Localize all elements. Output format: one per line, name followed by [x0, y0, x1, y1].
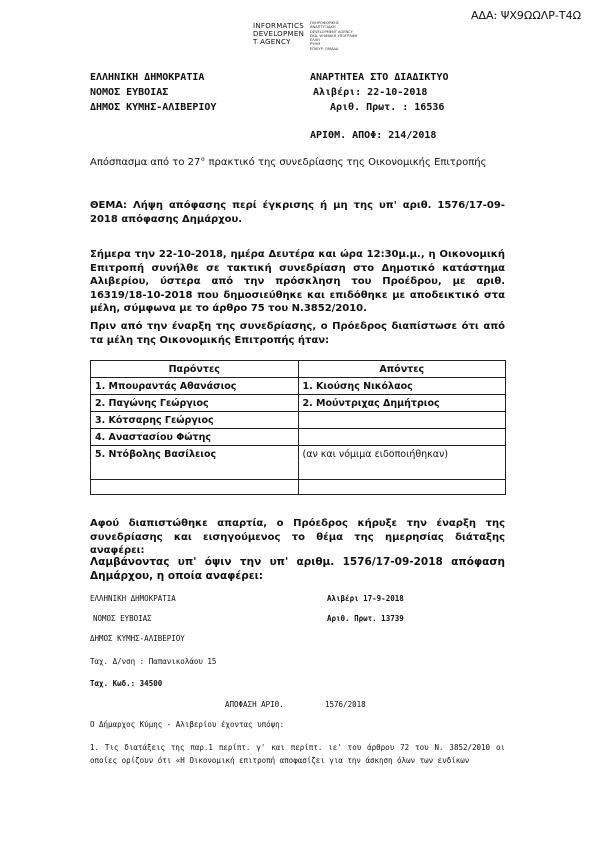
- logo-line: INFORMATICS: [253, 22, 304, 30]
- logo-small-line: ΑΝΑΠΤΥΞΙΑΚΗ: [310, 25, 336, 30]
- present-member: 3. Κότσαρης Γεώργιος: [91, 412, 299, 429]
- absent-member: 2. Μούντριχας Δημήτριος: [298, 395, 506, 412]
- inner-decision-number: 1576/2018: [325, 700, 366, 709]
- logo-small-text: [310, 21, 357, 51]
- inner-municipality: ΔΗΜΟΣ ΚΥΜΗΣ-ΑΛΙΒΕΡΙΟΥ: [90, 634, 185, 643]
- logo-small-line: ΕΛΛΗ: [310, 38, 320, 43]
- logo-small-line: DEVELOPMENT AGENCY: [310, 29, 353, 34]
- inner-prefecture: ΝΟΜΟΣ ΕΥΒΟΙΑΣ: [93, 614, 152, 623]
- absent-header: Απόντες: [298, 361, 506, 378]
- present-member: 4. Αναστασίου Φώτης: [91, 429, 299, 446]
- inner-point-1: 1. Τις διατάξεις της παρ.1 περίπτ. γ' και περίπτ. ιε' του άρθρου 72 του Ν. 3852/2010 οι οποίες ορίζουν ότι «Η Οικονομική επιτροπή αποφασίζει για την άσκηση όλων των ενδίκων: [90, 743, 505, 765]
- empty-cell: [298, 480, 506, 495]
- subject: ΘΕΜΑ: Λήψη απόφασης περί έγκρισης ή μη της υπ' αριθ. 1576/17-09-2018 απόφασης Δημάρχου.: [90, 200, 505, 225]
- header-prefecture: ΝΟΜΟΣ ΕΥΒΟΙΑΣ: [90, 87, 169, 98]
- absent-member: 1. Κιούσης Νικόλαος: [298, 378, 506, 395]
- table-row: [91, 412, 506, 429]
- table-header-row: [91, 361, 506, 378]
- inner-mayor-line: Ο Δήμαρχος Κύμης - Αλιβερίου έχοντας υπόψη:: [90, 720, 285, 729]
- inner-protocol: Αριθ. Πρωτ. 13739: [327, 614, 404, 623]
- header-date: Αλιβέρι: 22-10-2018: [313, 87, 428, 98]
- logo-line: DEVELOPMEN: [253, 30, 305, 38]
- quorum-paragraph: Αφού διαπιστώθηκε απαρτία, ο Πρόεδρος κήρυξε την έναρξη της συνεδρίασης και εισηγούμενος το θέμα της ημερησίας διάταξης αναφέρει:: [90, 518, 505, 556]
- table-row-empty: [91, 480, 506, 495]
- absent-member: [298, 412, 506, 429]
- before-table-text: Πριν από την έναρξη της συνεδρίασης, ο Πρόεδρος διαπίστωσε ότι από τα μέλη της Οικονομικής Επιτροπής ήταν:: [90, 321, 505, 346]
- decision-number: ΑΡΙΘΜ. ΑΠΟΦ: 214/2018: [310, 130, 437, 141]
- inner-country: ΕΛΛΗΝΙΚΗ ΔΗΜΟΚΡΑΤΙΑ: [90, 594, 176, 603]
- table-row: [91, 446, 506, 480]
- logo-small-line: ΡΥΘΜ: [310, 42, 321, 47]
- logo-small-line: ΕΚΔ. ΨΗΦΙΑΚΗ ΥΠΟΓΡΑΦΗ: [310, 33, 358, 38]
- header-country: ΕΛΛΗΝΙΚΗ ΔΗΜΟΚΡΑΤΙΑ: [90, 72, 205, 83]
- taking-paragraph: Λαμβάνοντας υπ' όψιν την υπ' αριθμ. 1576/17-09-2018 απόφαση Δημάρχου, η οποία αναφέρει:: [90, 556, 505, 582]
- intro-paragraph: Σήμερα την 22-10-2018, ημέρα Δευτέρα και ώρα 12:30μ.μ., η Οικονομική Επιτροπή συνήλθε σε τακτική συνεδρίαση στο Δημοτικό κατάστημα Αλιβερίου, ύστερα από την πρόσκληση του Προέδρου, με αριθ. 16319/18-10-2018 που δημοσιεύθηκε και επιδόθηκε με αποδεικτικό στα μέλη, σύμφωνα με το άρθρο 75 του Ν.3852/2010.: [90, 249, 505, 314]
- excerpt-title: Απόσπασμα από το 27° πρακτικό της συνεδρίασης της Οικονομικής Επιτροπής: [90, 157, 487, 168]
- inner-address: Ταχ. Δ/νση : Παπανικολάου 15: [90, 657, 217, 666]
- inner-decision-label: ΑΠΟΦΑΣΗ ΑΡΙΘ.: [225, 700, 284, 709]
- empty-cell: [91, 480, 299, 495]
- table-row: [91, 378, 506, 395]
- attendance-table: [90, 360, 506, 495]
- inner-postcode: Ταχ. Κωδ.: 34500: [90, 679, 163, 688]
- ada-code: ΑΔΑ: ΨΧ9ΩΩΛΡ-Τ4Ω: [470, 9, 581, 22]
- logo-small-line: ΕΠΙΚΥΡ. ΟΜΑΔΑ: [310, 46, 339, 51]
- present-member: 5. Ντόβολης Βασίλειος: [91, 446, 299, 480]
- absent-note: (αν και νόμιμα ειδοποιήθηκαν): [298, 446, 506, 480]
- header-municipality: ΔΗΜΟΣ ΚΥΜΗΣ-ΑΛΙΒΕΡΙΟΥ: [90, 102, 217, 113]
- inner-date: Αλιβέρι 17-9-2018: [327, 594, 404, 603]
- table-row: [91, 429, 506, 446]
- absent-member: [298, 429, 506, 446]
- header-protocol: Αριθ. Πρωτ. : 16536: [330, 102, 445, 113]
- agency-logo: [253, 22, 304, 46]
- present-member: 1. Μπουραντάς Αθανάσιος: [91, 378, 299, 395]
- logo-small-line: ΠΛΗΡΟΦΟΡΙΚΗΣ: [310, 21, 340, 25]
- table-row: [91, 395, 506, 412]
- logo-line: T AGENCY: [253, 38, 291, 46]
- header-publish-note: ΑΝΑΡΤΗΤΕΑ ΣΤΟ ΔΙΑΔΙΚΤΥΟ: [310, 72, 449, 83]
- present-header: Παρόντες: [91, 361, 299, 378]
- present-member: 2. Παγώνης Γεώργιος: [91, 395, 299, 412]
